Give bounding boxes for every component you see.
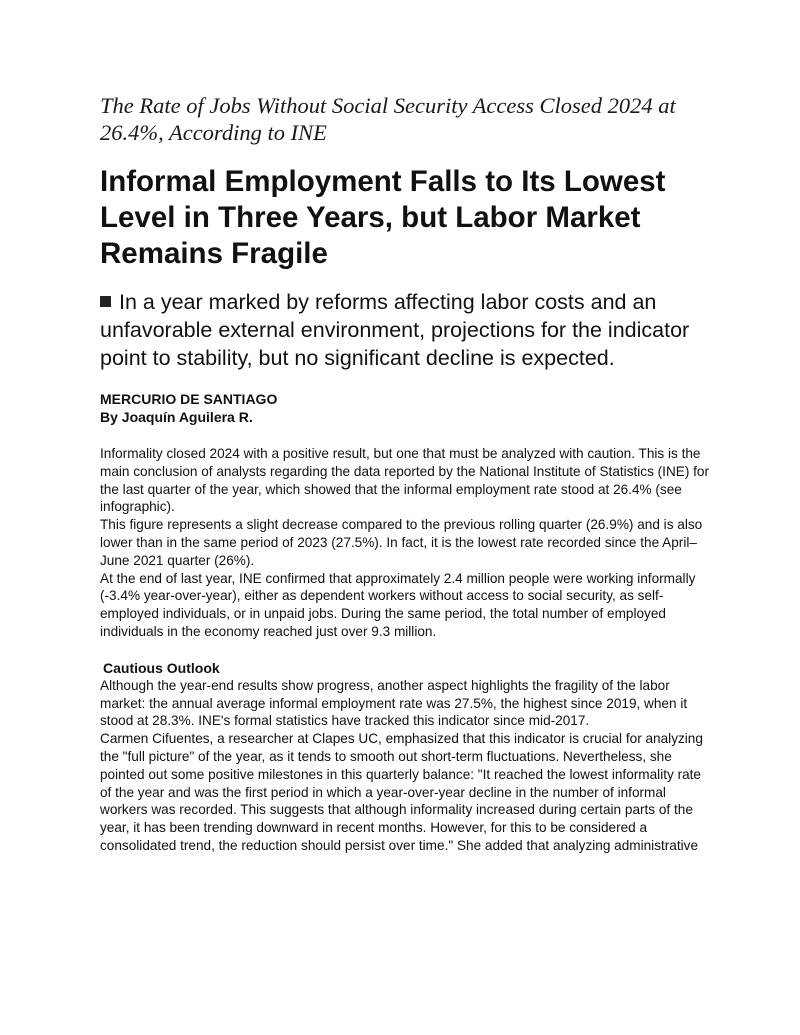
body-paragraph: Informality closed 2024 with a positive result, but one that must be analyzed with caution. This is the main conclusion of analysts regarding the data reported by the National Institute of Statistics (INE) for the last quarter of the year, which showed that the informal employment rate stood at 26.4% (see infographic). <box>100 446 710 515</box>
deck-text: In a year marked by reforms affecting labor costs and an unfavorable external environment, projections for the indicator point to stability, but no significant decline is expected. <box>100 290 690 370</box>
article <box>100 92 710 855</box>
body-paragraph: Carmen Cifuentes, a researcher at Clapes UC, emphasized that this indicator is crucial for analyzing the "full picture" of the year, as it tends to smooth out short-term fluctuations. Nevertheless, she pointed out some positive milestones in this quarterly balance: "It reached the lowest informality rate of the year and was the first period in which a year-over-year decline in the number of informal workers was recorded. This suggests that although informality increased during certain parts of the year, it has been trending downward in recent months. However, for this to be considered a consolidated trend, the reduction should persist over time." She added that analyzing administrative <box>100 731 703 853</box>
article-deck <box>100 288 710 372</box>
article-headline: Informal Employment Falls to Its Lowest Level in Three Years, but Labor Market Remains Fragile <box>100 165 666 270</box>
body-paragraph: Although the year-end results show progress, another aspect highlights the fragility of the labor market: the annual average informal employment rate was 27.5%, the highest since 2019, when it stood at 28.3%. INE's formal statistics have tracked this indicator since mid-2017. <box>100 677 688 729</box>
source-name: MERCURIO DE SANTIAGO <box>100 391 278 407</box>
square-bullet-icon <box>100 296 111 307</box>
body-paragraph: At the end of last year, INE confirmed that approximately 2.4 million people were working informally (-3.4% year-over-year), either as dependent workers without access to social security, as self-employed individuals, or in unpaid jobs. During the same period, the total number of employed individuals in the economy reached just over 9.3 million. <box>100 570 696 639</box>
article-body <box>100 445 710 855</box>
body-paragraph: This figure represents a slight decrease compared to the previous rolling quarter (26.9%) and is also lower than in the same period of 2023 (27.5%). In fact, it is the lowest rate recorded since the April–June 2021 quarter (26%). <box>100 517 703 568</box>
byline <box>100 390 710 426</box>
author-name: By Joaquín Aguilera R. <box>100 409 253 425</box>
article-kicker: The Rate of Jobs Without Social Security Access Closed 2024 at 26.4%, According to INE <box>100 93 676 145</box>
section-heading: Cautious Outlook <box>103 659 220 676</box>
